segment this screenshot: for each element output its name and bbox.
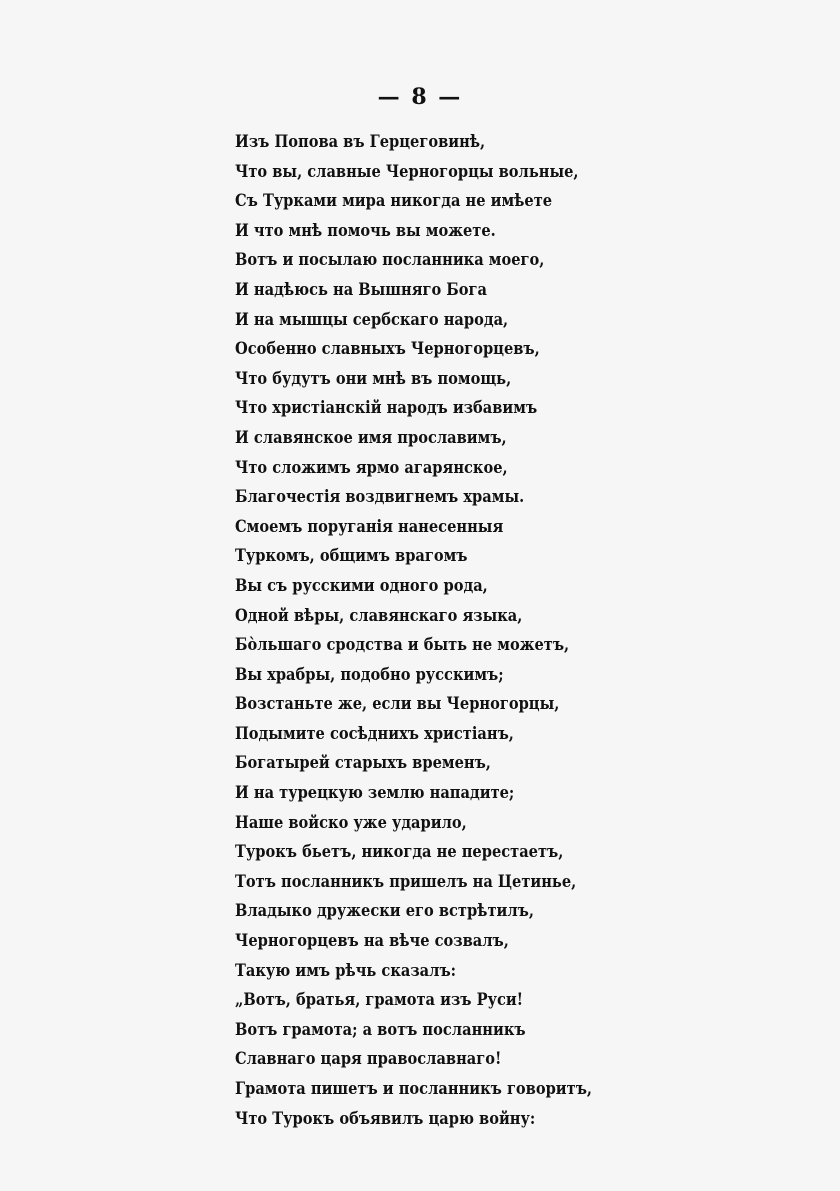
poem-line: Бо̀льшаго сродства и быть не можетъ, bbox=[235, 635, 570, 656]
poem-line: И славянское имя прославимъ, bbox=[235, 427, 507, 448]
poem-line: „Вотъ, братья, грамота изъ Руси! bbox=[235, 990, 524, 1011]
poem-line: Смоемъ поруганія нанесенныя bbox=[235, 516, 504, 537]
poem-line: Тотъ посланникъ пришелъ на Цетинье, bbox=[235, 871, 577, 892]
poem-line: Что христіанскій народъ избавимъ bbox=[235, 398, 538, 419]
poem-line: Такую имъ рѣчь сказалъ: bbox=[235, 960, 457, 981]
poem-line: Подымите сосѣднихъ христіанъ, bbox=[235, 723, 514, 744]
poem-line: Грамота пишетъ и посланникъ говоритъ, bbox=[235, 1079, 593, 1099]
poem-line: И на турецкую землю нападите; bbox=[235, 783, 515, 804]
poem-line: Что будутъ они мнѣ въ помощь, bbox=[235, 368, 512, 389]
poem-line: Вы съ русскими одного рода, bbox=[235, 575, 488, 596]
poem-line: Владыко дружески его встрѣтилъ, bbox=[235, 901, 534, 922]
poem-line: Съ Турками мира никогда не имѣете bbox=[235, 191, 553, 212]
poem-line: Славнаго царя православнаго! bbox=[235, 1049, 502, 1070]
poem-line: Черногорцевъ на вѣче созвалъ, bbox=[235, 931, 509, 952]
poem-line: Богатырей старыхъ временъ, bbox=[235, 753, 491, 774]
poem-line: Изъ Попова въ Герцеговинѣ, bbox=[235, 132, 486, 152]
poem-line: Наше войско уже ударило, bbox=[235, 812, 467, 833]
page-number: — 8 — bbox=[377, 84, 463, 110]
poem-line: Вы храбры, подобно русскимъ; bbox=[235, 664, 504, 685]
poem-line: Что вы, славные Черногорцы вольные, bbox=[235, 161, 579, 182]
poem-line: Вотъ грамота; а вотъ посланникъ bbox=[235, 1019, 526, 1040]
poem-line: И на мышцы сербскаго народа, bbox=[235, 309, 509, 330]
poem-line: Благочестія воздвигнемъ храмы. bbox=[235, 487, 525, 508]
poem-line: Особенно славныхъ Черногорцевъ, bbox=[235, 339, 540, 360]
poem-line: Вотъ и посылаю посланника моего, bbox=[235, 250, 545, 271]
poem-line: Что сложимъ ярмо агарянское, bbox=[235, 457, 508, 478]
poem-text bbox=[235, 128, 595, 1134]
poem-line: Одной вѣры, славянскаго языка, bbox=[235, 605, 523, 626]
poem-line: Что Турокъ объявилъ царю войну: bbox=[235, 1108, 536, 1129]
poem-line: Туркомъ, общимъ врагомъ bbox=[235, 546, 468, 567]
poem-line: Турокъ бьетъ, никогда не перестаетъ, bbox=[235, 842, 564, 863]
poem-line: И что мнѣ помочь вы можете. bbox=[235, 220, 496, 241]
poem-line: И надѣюсь на Вышняго Бога bbox=[235, 279, 487, 300]
poem-line: Возстаньте же, если вы Черногорцы, bbox=[235, 694, 560, 715]
